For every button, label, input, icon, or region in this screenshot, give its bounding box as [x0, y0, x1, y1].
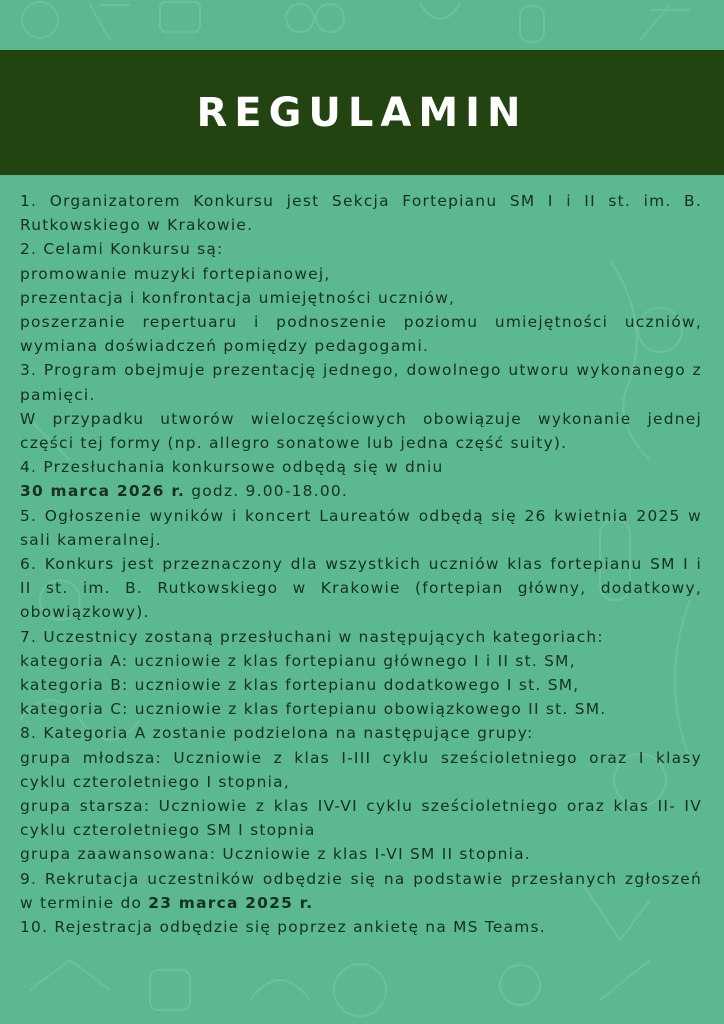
- paragraph-7: 7. Uczestnicy zostaną przesłuchani w następujących kategoriach:: [20, 627, 604, 646]
- paragraph-8: 8. Kategoria A zostanie podzielona na następujące grupy:: [20, 724, 534, 743]
- group-younger: grupa młodsza: Uczniowie z klas I-III cyklu sześcioletniego oraz I klasy cyklu czteroletniego I stopnia,: [20, 748, 702, 791]
- category-b: kategoria B: uczniowie z klas fortepianu dodatkowego I st. SM,: [20, 676, 580, 695]
- paragraph-10: 10. Rejestracja odbędzie się poprzez ankietę na MS Teams.: [20, 918, 546, 937]
- category-a: kategoria A: uczniowie z klas fortepianu głównego I i II st. SM,: [20, 651, 576, 670]
- paragraph-goal-1: promowanie muzyki fortepianowej,: [20, 264, 331, 283]
- audition-date: 30 marca 2026 r.: [20, 482, 186, 501]
- page-title: REGULAMIN: [196, 89, 528, 136]
- paragraph-4: 4. Przesłuchania konkursowe odbędą się w dniu: [20, 458, 444, 477]
- group-older: grupa starsza: Uczniowie z klas IV-VI cyklu sześcioletniego oraz klas II- IV cyklu czteroletniego SM I stopnia: [20, 797, 702, 840]
- recruitment-text: 9. Rekrutacja uczestników odbędzie się na podstawie przesłanych zgłoszeń w terminie do: [20, 869, 702, 912]
- paragraph-1: 1. Organizatorem Konkursu jest Sekcja Fortepianu SM I i II st. im. B. Rutkowskiego w Krakowie.: [20, 192, 702, 235]
- paragraph-3: 3. Program obejmuje prezentację jednego, dowolnego utworu wykonanego z pamięci.: [20, 361, 702, 404]
- paragraph-4-date: [20, 479, 702, 503]
- paragraph-3-note: W przypadku utworów wieloczęściowych obowiązuje wykonanie jednej części tej formy (np. allegro sonatowe lub jedna część suity).: [20, 409, 702, 453]
- regulations-body: [20, 189, 702, 939]
- paragraph-2: 2. Celami Konkursu są:: [20, 240, 224, 259]
- audition-hours: godz. 9.00-18.00.: [185, 482, 349, 501]
- category-c: kategoria C: uczniowie z klas fortepianu obowiązkowego II st. SM.: [20, 700, 607, 719]
- group-advanced: grupa zaawansowana: Uczniowie z klas I-VI SM II stopnia.: [20, 845, 532, 864]
- paragraph-goal-3: poszerzanie repertuaru i podnoszenie poziomu umiejętności uczniów, wymiana doświadczeń pomiędzy pedagogami.: [20, 313, 702, 356]
- paragraph-goal-2: prezentacja i konfrontacja umiejętności uczniów,: [20, 288, 456, 307]
- paragraph-5: 5. Ogłoszenie wyników i koncert Laureatów odbędą się 26 kwietnia 2025 w sali kameralnej.: [20, 506, 702, 549]
- registration-deadline: 23 marca 2025 r.: [148, 893, 314, 912]
- title-banner: [0, 50, 724, 175]
- paragraph-9: [20, 867, 702, 915]
- paragraph-6: 6. Konkurs jest przeznaczony dla wszystkich uczniów klas fortepianu SM I i II st. im. B. Rutkowskiego w Krakowie (fortepian główny, dodatkowy, obowiązkowy).: [20, 555, 702, 622]
